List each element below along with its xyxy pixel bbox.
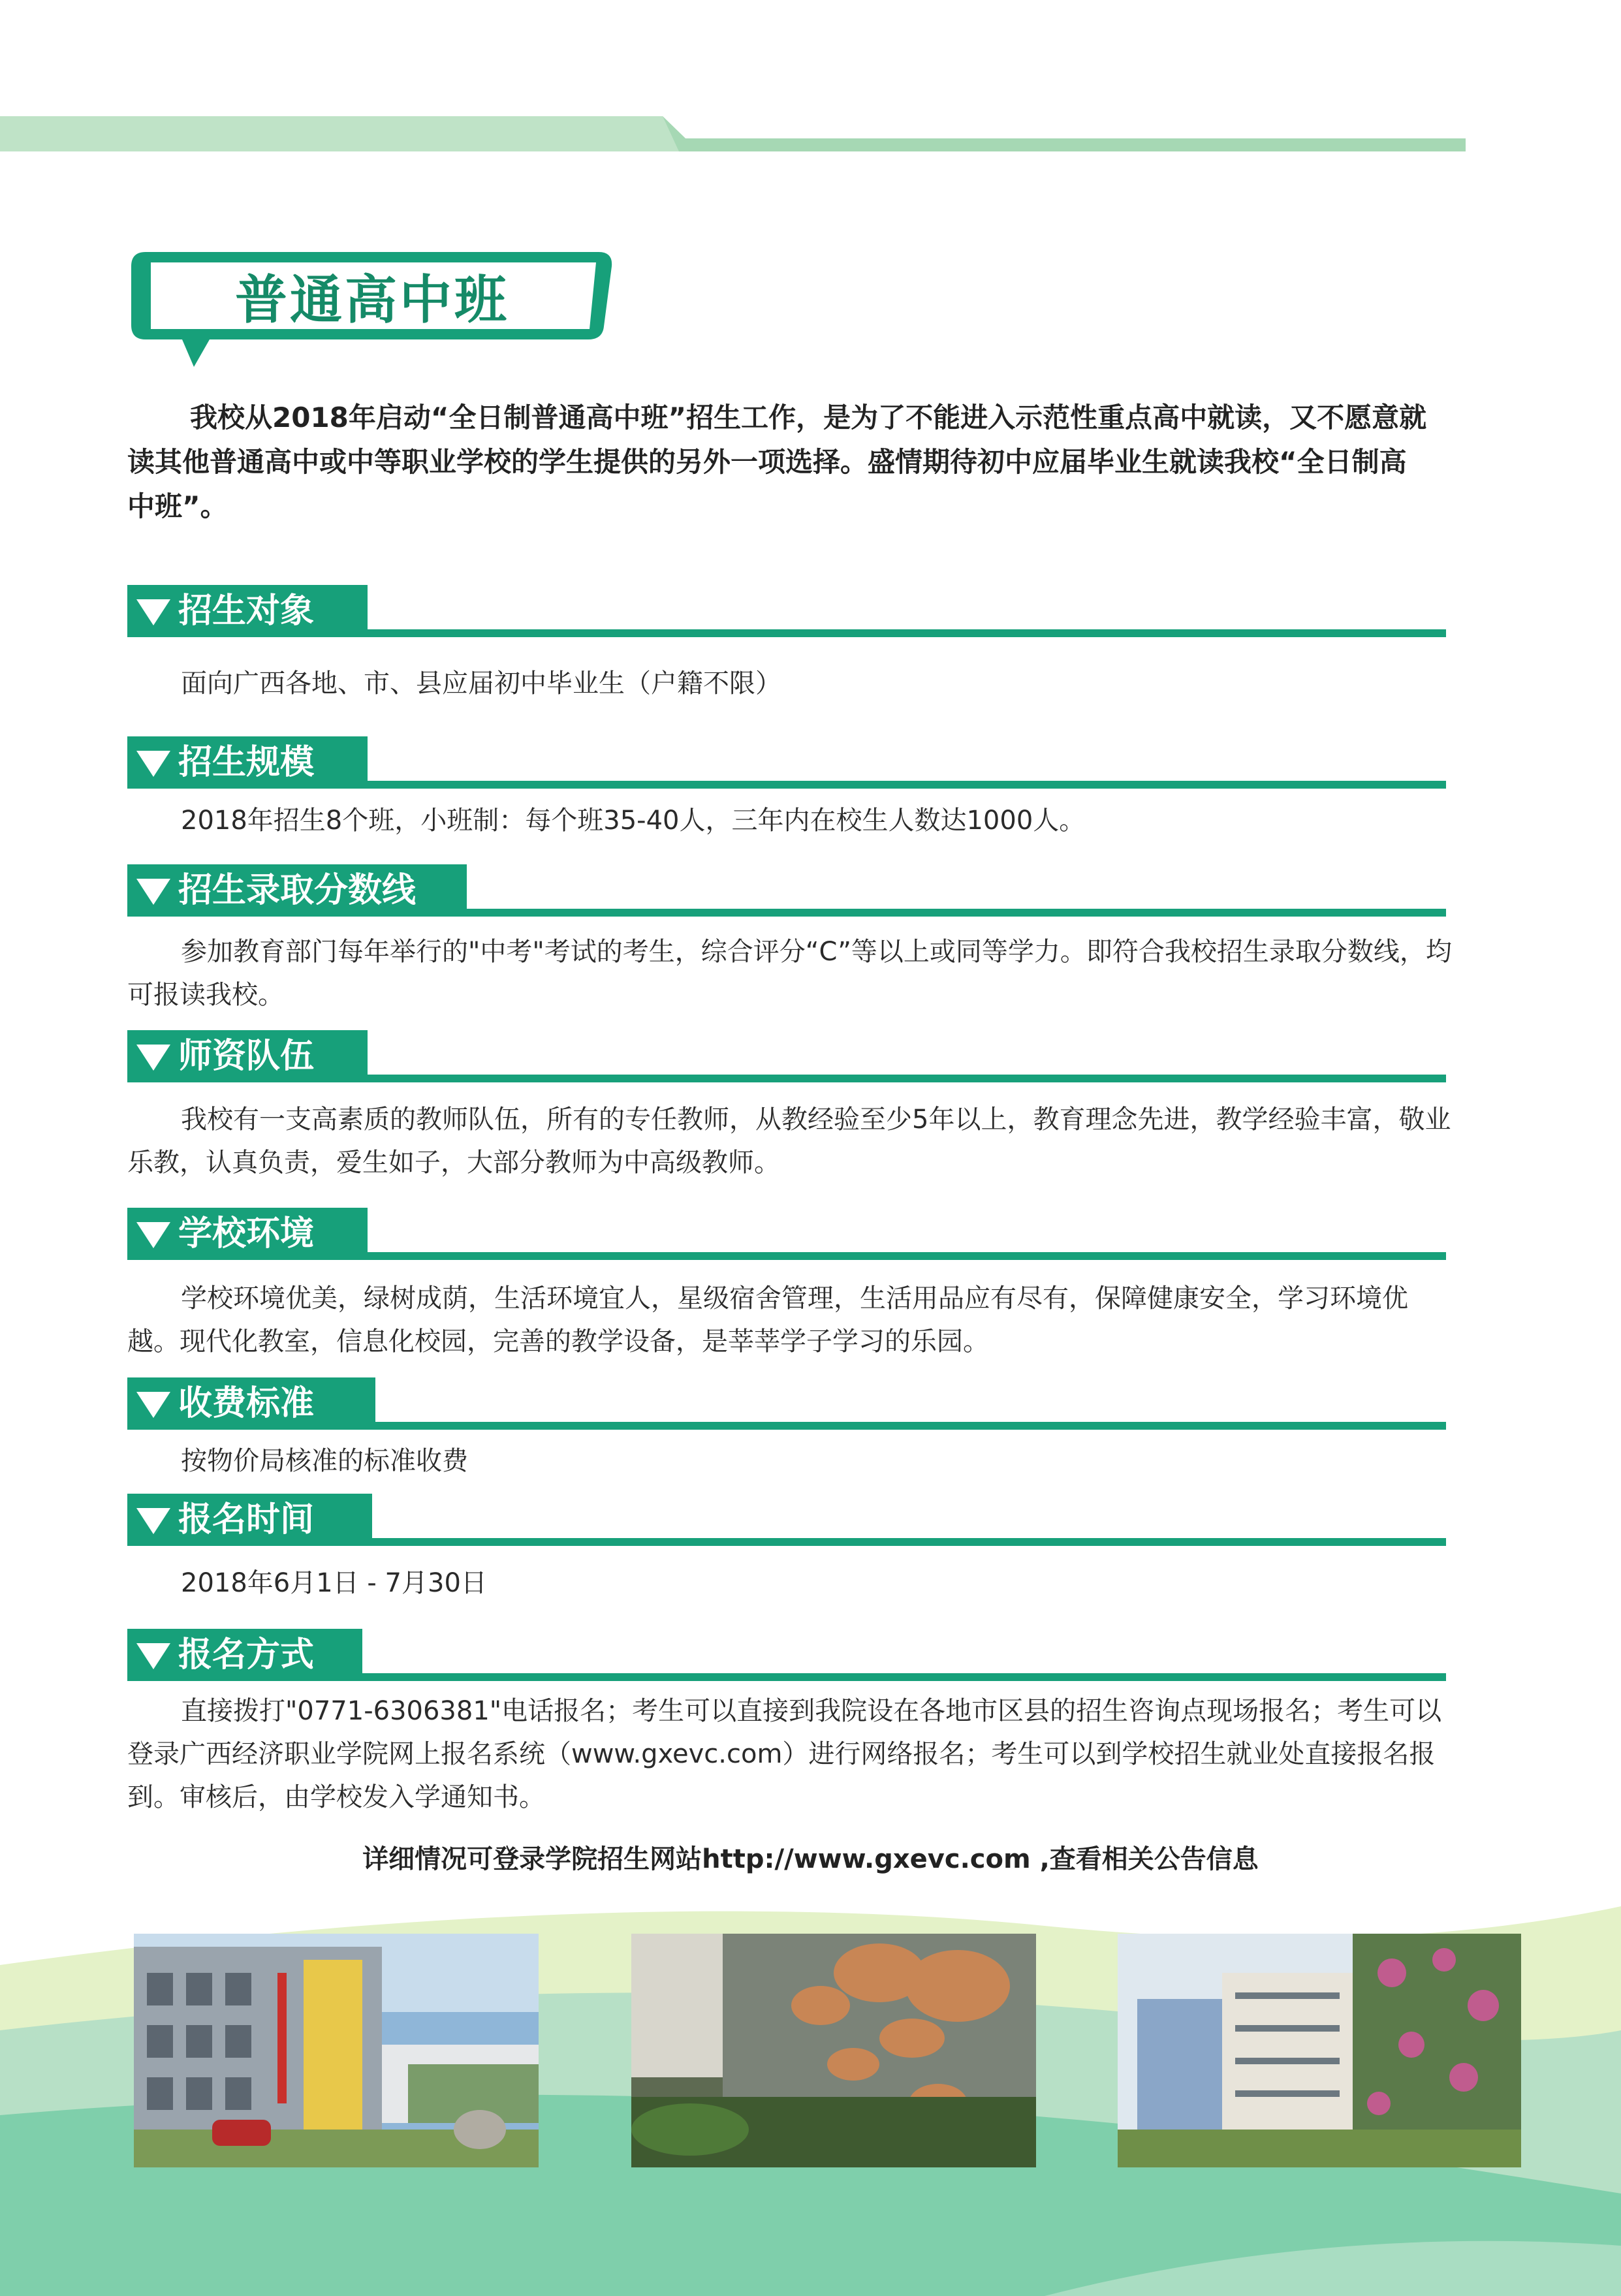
section-header-fees (127, 1377, 1446, 1430)
section-header-dates (127, 1494, 1446, 1546)
section-rule (372, 1538, 1446, 1546)
section-text-target: 面向广西各地、市、县应届初中毕业生（户籍不限） (181, 668, 781, 699)
section-title: 收费标准 (178, 1384, 315, 1423)
section-title: 招生规模 (178, 743, 315, 782)
section-header-method (127, 1629, 1446, 1681)
section-text-teachers: 我校有一支高素质的教师队伍，所有的专任教师，从教经验至少5年以上，教育理念先进，教学经验丰富，敬业乐教，认真负责，爱生如子，大部分教师为中高级教师。 (127, 1105, 1451, 1178)
triangle-down-icon (136, 879, 170, 905)
section-rule (368, 1252, 1446, 1260)
campus-building-photo (134, 1934, 539, 2167)
section-header-target (127, 585, 1446, 637)
pottery-garden-photo (631, 1934, 1036, 2167)
triangle-down-icon (136, 1643, 170, 1669)
section-text-fees: 按物价局核准的标准收费 (181, 1446, 468, 1476)
section-rule (375, 1422, 1446, 1430)
triangle-down-icon (136, 751, 170, 777)
section-title: 招生录取分数线 (178, 871, 417, 910)
section-text-scale: 2018年招生8个班，小班制：每个班35-40人，三年内在校生人数达1000人。 (181, 806, 1086, 836)
triangle-down-icon (136, 599, 170, 625)
section-text-dates: 2018年6月1日 - 7月30日 (181, 1568, 487, 1598)
section-header-scale (127, 736, 1446, 789)
section-text-method: 直接拨打"0771-6306381"电话报名；考生可以直接到我院设在各地市区县的招生咨询点现场报名；考生可以登录广西经济职业学院网上报名系统（www.gxevc.com）进行网络报名；考生可以到学校招生就业处直接报名报到。审核后，由学校发入学通知书。 (127, 1696, 1442, 1812)
section-header-environment (127, 1208, 1446, 1260)
section-rule (362, 1673, 1446, 1681)
section-rule (368, 629, 1446, 637)
intro-paragraph: 我校从2018年启动“全日制普通高中班”招生工作，是为了不能进入示范性重点高中就读，又不愿意就读其他普通高中或中等职业学校的学生提供的另外一项选择。盛情期待初中应届毕业生就读我校“全日制高中班”。 (127, 401, 1427, 522)
section-text-environment: 学校环境优美，绿树成荫，生活环境宜人，星级宿舍管理，生活用品应有尽有，保障健康安全，学习环境优越。现代化教室，信息化校园，完善的教学设备，是莘莘学子学习的乐园。 (127, 1283, 1408, 1357)
top-decorative-stripe (0, 0, 1621, 170)
triangle-down-icon (136, 1392, 170, 1418)
triangle-down-icon (136, 1508, 170, 1534)
triangle-down-icon (136, 1222, 170, 1248)
page-title: 普通高中班 (235, 270, 509, 330)
triangle-down-icon (136, 1045, 170, 1071)
section-tab (127, 864, 467, 917)
section-rule (467, 909, 1446, 917)
section-title: 报名方式 (178, 1635, 315, 1675)
section-title: 报名时间 (178, 1500, 315, 1539)
section-header-teachers (127, 1030, 1446, 1082)
website-note: 详细情况可登录学院招生网站http://www.gxevc.com ,查看相关公告信息 (362, 1844, 1259, 1874)
section-title: 师资队伍 (178, 1037, 315, 1076)
section-title: 学校环境 (178, 1214, 315, 1253)
section-rule (368, 781, 1446, 789)
section-rule (368, 1075, 1446, 1082)
section-title: 招生对象 (178, 591, 315, 631)
dormitory-flowers-photo (1118, 1934, 1521, 2167)
section-text-score: 参加教育部门每年举行的"中考"考试的考生，综合评分“C”等以上或同等学力。即符合我校招生录取分数线，均可报读我校。 (127, 937, 1452, 1010)
section-header-score (127, 864, 1446, 917)
